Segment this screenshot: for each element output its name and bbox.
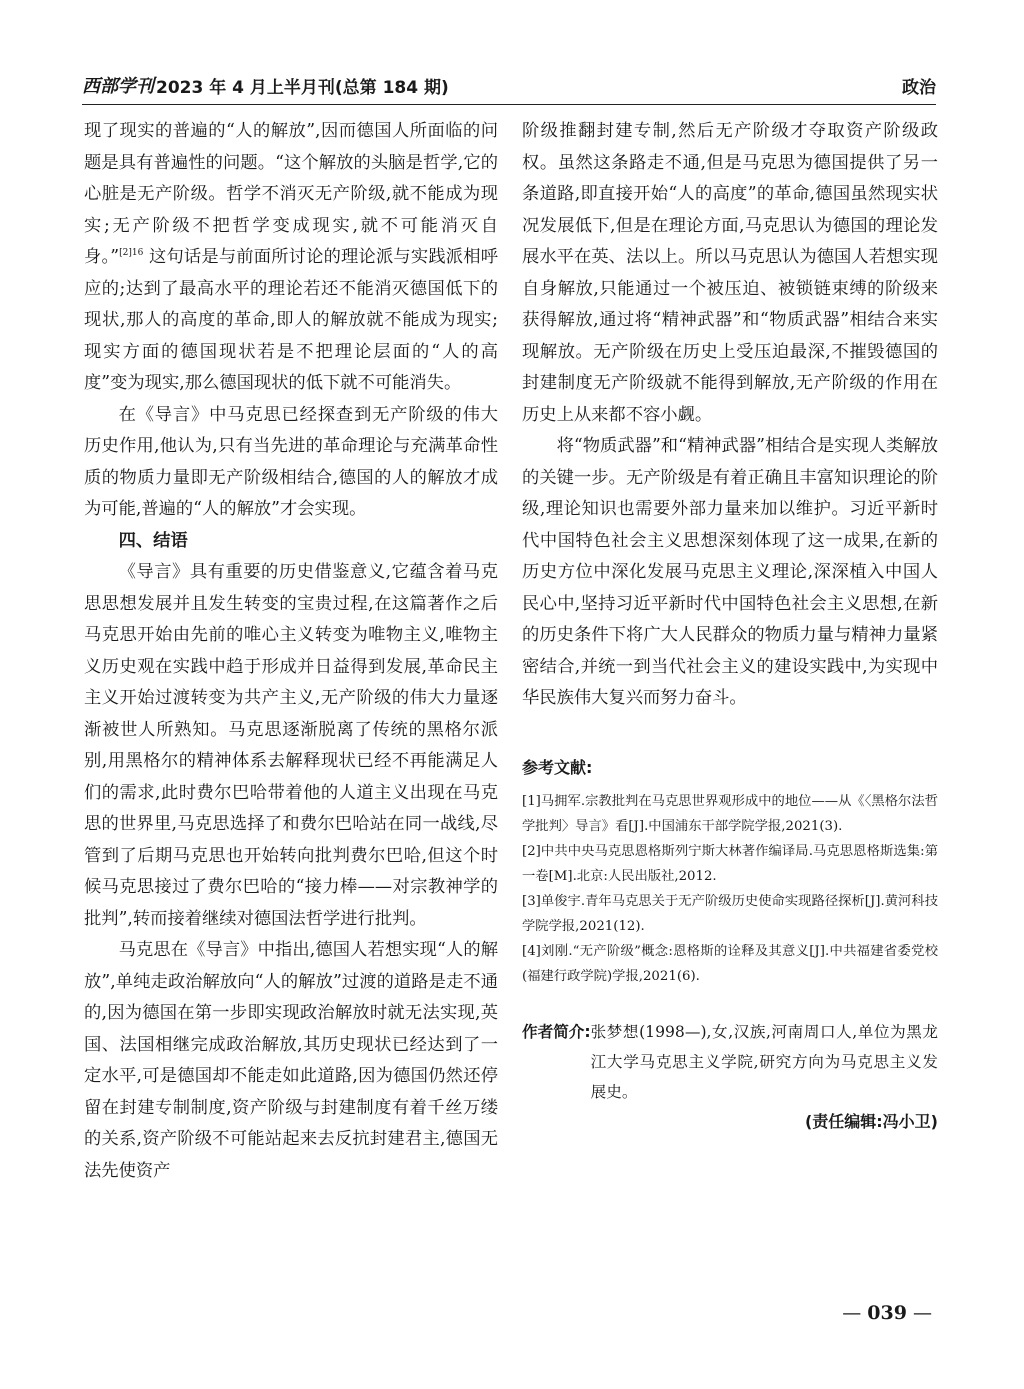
right-column [522, 116, 938, 1137]
left-column [84, 116, 498, 1187]
reference-number: [1] [522, 793, 541, 809]
reference-number: [2] [522, 843, 541, 859]
reference-item [522, 789, 938, 839]
page-number: — 039 — [842, 1302, 932, 1324]
author-bio [522, 1017, 938, 1107]
page-header [82, 70, 936, 100]
issue-info: 2023 年 4 月上半月刊(总第 184 期) [156, 77, 449, 98]
reference-item [522, 889, 938, 939]
author-text: 张梦想(1998—),女,汉族,河南周口人,单位为黑龙江大学马克思主义学院,研究方向为马克思主义发展史。 [590, 1022, 938, 1101]
paragraph: 《导言》具有重要的历史借鉴意义,它蕴含着马克思思想发展并且发生转变的宝贵过程,在这篇著作之后马克思开始由先前的唯心主义转变为唯物主义,唯物主义历史观在实践中趋于形成并日益得到发展,革命民主主义开始过渡转变为共产主义,无产阶级的伟大力量逐渐被世人所熟知。马克思逐渐脱离了传统的黑格尔派别,用黑格尔的精神体系去解释现状已经不再能满足人们的需求,此时费尔巴哈带着他的人道主义出现在马克思的世界里,马克思选择了和费尔巴哈站在同一战线,尽管到了后期马克思也开始转向批判费尔巴哈,但这个时候马克思接过了费尔巴哈的“接力棒——对宗教神学的批判”,转而接着继续对德国法哲学进行批判。 [84, 562, 498, 929]
reference-number: [4] [522, 943, 541, 959]
paragraph-text: 这句话是与前面所讨论的理论派与实践派相呼应的;达到了最高水平的理论若还不能消灭德国低下的现状,那人的高度的革命,即人的解放就不能成为现实;现实方面的德国现状若是不把理论层面的“人的高度”变为现实,那么德国现状的低下就不可能消失。 [84, 247, 498, 393]
paragraph: 在《导言》中马克思已经探查到无产阶级的伟大历史作用,他认为,只有当先进的革命理论与充满革命性质的物质力量即无产阶级相结合,德国的人的解放才成为可能,普遍的“人的解放”才会实现。 [84, 404, 498, 519]
paragraph-text: 现了现实的普遍的“人的解放”,因而德国人所面临的问题是具有普遍性的问题。“这个解放的头脑是哲学,它的心脏是无产阶级。哲学不消灭无产阶级,就不能成为现实;无产阶级不把哲学变成现实,就不可能消灭自身。” [84, 121, 498, 267]
section-heading: 四、结语 [118, 530, 188, 551]
reference-text: 刘刚.“无产阶级”概念:恩格斯的诠释及其意义[J].中共福建省委党校(福建行政学院)学报,2021(6). [522, 943, 938, 984]
page-number-value: 039 [867, 1302, 907, 1324]
reference-item [522, 839, 938, 889]
citation-mark: [2]16 [119, 248, 144, 259]
reference-list [522, 789, 938, 989]
references-title: 参考文献: [522, 757, 593, 777]
responsible-editor: (责任编辑:冯小卫) [804, 1111, 938, 1131]
author-label: 作者简介: [522, 1022, 591, 1041]
paragraph: 马克思在《导言》中指出,德国人若想实现“人的解放”,单纯走政治解放向“人的解放”过渡的道路是走不通的,因为德国在第一步即实现政治解放时就无法实现,英国、法国相继完成政治解放,其历史现状已经达到了一定水平,可是德国却不能走如此道路,因为德国仍然还停留在封建专制制度,资产阶级与封建制度有着千丝万缕的关系,资产阶级不可能站起来去反抗封建君主,德国无法先使资产 [84, 940, 498, 1181]
reference-number: [3] [522, 893, 541, 909]
reference-text: 单俊宇.青年马克思关于无产阶级历史使命实现路径探析[J].黄河科技学院学报,2021(12). [522, 893, 938, 934]
journal-brand [82, 72, 449, 98]
paragraph: 阶级推翻封建专制,然后无产阶级才夺取资产阶级政权。虽然这条路走不通,但是马克思为德国提供了另一条道路,即直接开始“人的高度”的革命,德国虽然现实状况发展低下,但是在理论方面,马克思认为德国的理论发展水平在英、法以上。所以马克思认为德国人若想实现自身解放,只能通过一个被压迫、被锁链束缚的阶级来获得解放,通过将“精神武器”和“物质武器”相结合来实现解放。无产阶级在历史上受压迫最深,不摧毁德国的封建制度无产阶级就不能得到解放,无产阶级的作用在历史上从来都不容小觑。 [522, 121, 938, 425]
section-name: 政治 [902, 77, 936, 98]
journal-logo: 西部学刊 [82, 76, 154, 97]
reference-text: 马拥军.宗教批判在马克思世界观形成中的地位——从《〈黑格尔法哲学批判〉导言》看[J].中国浦东干部学院学报,2021(3). [522, 793, 938, 834]
paragraph: 将“物质武器”和“精神武器”相结合是实现人类解放的关键一步。无产阶级是有着正确且丰富知识理论的阶级,理论知识也需要外部力量来加以维护。习近平新时代中国特色社会主义思想深刻体现了这一成果,在新的历史方位中深化发展马克思主义理论,深深植入中国人民心中,坚持习近平新时代中国特色社会主义思想,在新的历史条件下将广大人民群众的物质力量与精神力量紧密结合,并统一到当代社会主义的建设实践中,为实现中华民族伟大复兴而努力奋斗。 [522, 436, 938, 708]
header-rule [82, 104, 936, 105]
reference-text: 中共中央马克思恩格斯列宁斯大林著作编译局.马克思恩格斯选集:第一卷[M].北京:人民出版社,2012. [522, 843, 938, 884]
reference-item [522, 939, 938, 989]
paragraph [84, 116, 498, 400]
